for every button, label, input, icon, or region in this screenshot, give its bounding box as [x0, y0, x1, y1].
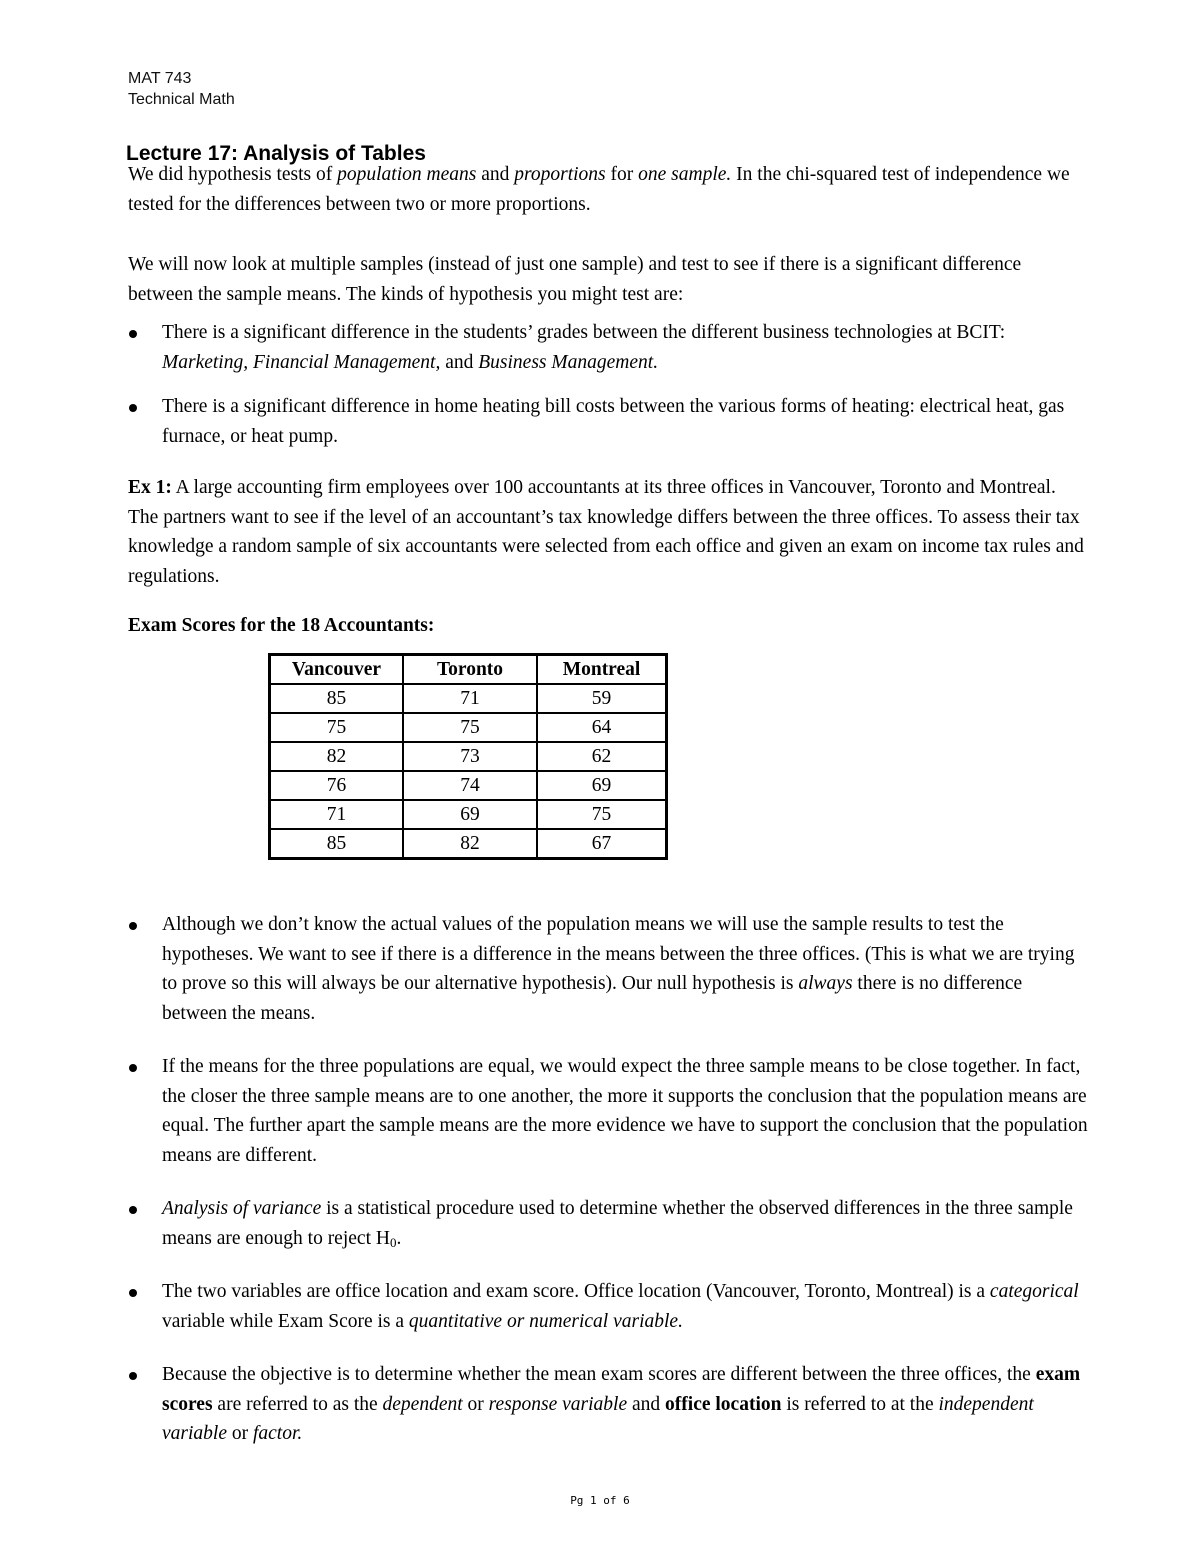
table-cell: 82: [403, 829, 537, 859]
note-item: The two variables are office location and exam score. Office location (Vancouver, Toronto, Montreal) is a categorical variable while Exam Score is a quantitative or numerical variable.: [162, 1281, 1079, 1332]
intro-paragraph-1: We did hypothesis tests of population means and proportions for one sample. In the chi-squared test of independence we tested for the differences between two or more proportions.: [128, 164, 1070, 215]
note-item: Analysis of variance is a statistical procedure used to determine whether the observed differences in the three sample means are enough to reject $H_0$.: [162, 1198, 1073, 1250]
table-cell: 69: [537, 771, 667, 800]
example-label: Ex 1:: [128, 477, 172, 498]
table-row: [270, 742, 667, 771]
table-cell: 75: [537, 800, 667, 829]
table-cell: 69: [403, 800, 537, 829]
table-row: [270, 713, 667, 742]
table-cell: 82: [270, 742, 404, 771]
table-cell: 75: [270, 713, 404, 742]
column-header-montreal: Montreal: [537, 655, 667, 685]
document-header: [128, 68, 235, 110]
table-cell: 85: [270, 684, 404, 713]
table-cell: 71: [403, 684, 537, 713]
table-cell: 73: [403, 742, 537, 771]
table-cell: 71: [270, 800, 404, 829]
table-cell: 62: [537, 742, 667, 771]
table-caption: Exam Scores for the 18 Accountants:: [128, 615, 435, 636]
table-row: [270, 771, 667, 800]
table-row: [270, 800, 667, 829]
table-header-row: [270, 655, 667, 685]
note-item: Although we don’t know the actual values of the population means we will use the sample results to test the hypotheses. We want to see if there is a difference in the means between the three offices. (This is what we are trying to prove so this will always be our alternative hypothesis). Our null hypothesis is always there is no difference between the means.: [162, 914, 1075, 1024]
note-item: Because the objective is to determine whether the mean exam scores are different between the three offices, the exam scores are referred to as the dependent or response variable and office location is referred to at the independent variable or factor.: [162, 1364, 1081, 1444]
table-row: [270, 829, 667, 859]
intro-paragraph-2: We will now look at multiple samples (instead of just one sample) and test to see if there is a significant difference between the sample means. The kinds of hypothesis you might test are:: [128, 254, 1022, 305]
exam-scores-table: [268, 653, 668, 860]
lecture-title: Lecture 17: Analysis of Tables: [126, 142, 426, 165]
hypothesis-example-item: There is a significant difference in the students’ grades between the different business technologies at BCIT: Marketing, Financial Management, and Business Management.: [162, 322, 1006, 373]
table-cell: 59: [537, 684, 667, 713]
table-cell: 64: [537, 713, 667, 742]
hypothesis-example-item: There is a significant difference in home heating bill costs between the various forms of heating: electrical heat, gas furnace, or heat pump.: [162, 396, 1065, 447]
example-paragraph: Ex 1: A large accounting firm employees over 100 accountants at its three offices in Vancouver, Toronto and Montreal. The partners want to see if the level of an accountant’s tax knowledge differs between the three offices. To assess their tax knowledge a random sample of six accountants were selected from each office and given an exam on income tax rules and regulations.: [128, 477, 1084, 587]
table-cell: 75: [403, 713, 537, 742]
table-cell: 85: [270, 829, 404, 859]
page-number: Pg 1 of 6: [570, 1494, 630, 1507]
table-cell: 67: [537, 829, 667, 859]
column-header-vancouver: Vancouver: [270, 655, 404, 685]
table-cell: 76: [270, 771, 404, 800]
course-code: MAT 743: [128, 70, 192, 87]
note-item: If the means for the three populations are equal, we would expect the three sample means to be close together. In fact, the closer the three sample means are to one another, the more it supports the conclusion that the population means are equal. The further apart the sample means are the more evidence we have to support the conclusion that the population means are different.: [162, 1056, 1088, 1166]
column-header-toronto: Toronto: [403, 655, 537, 685]
course-name: Technical Math: [128, 91, 235, 108]
table-row: [270, 684, 667, 713]
table-cell: 74: [403, 771, 537, 800]
